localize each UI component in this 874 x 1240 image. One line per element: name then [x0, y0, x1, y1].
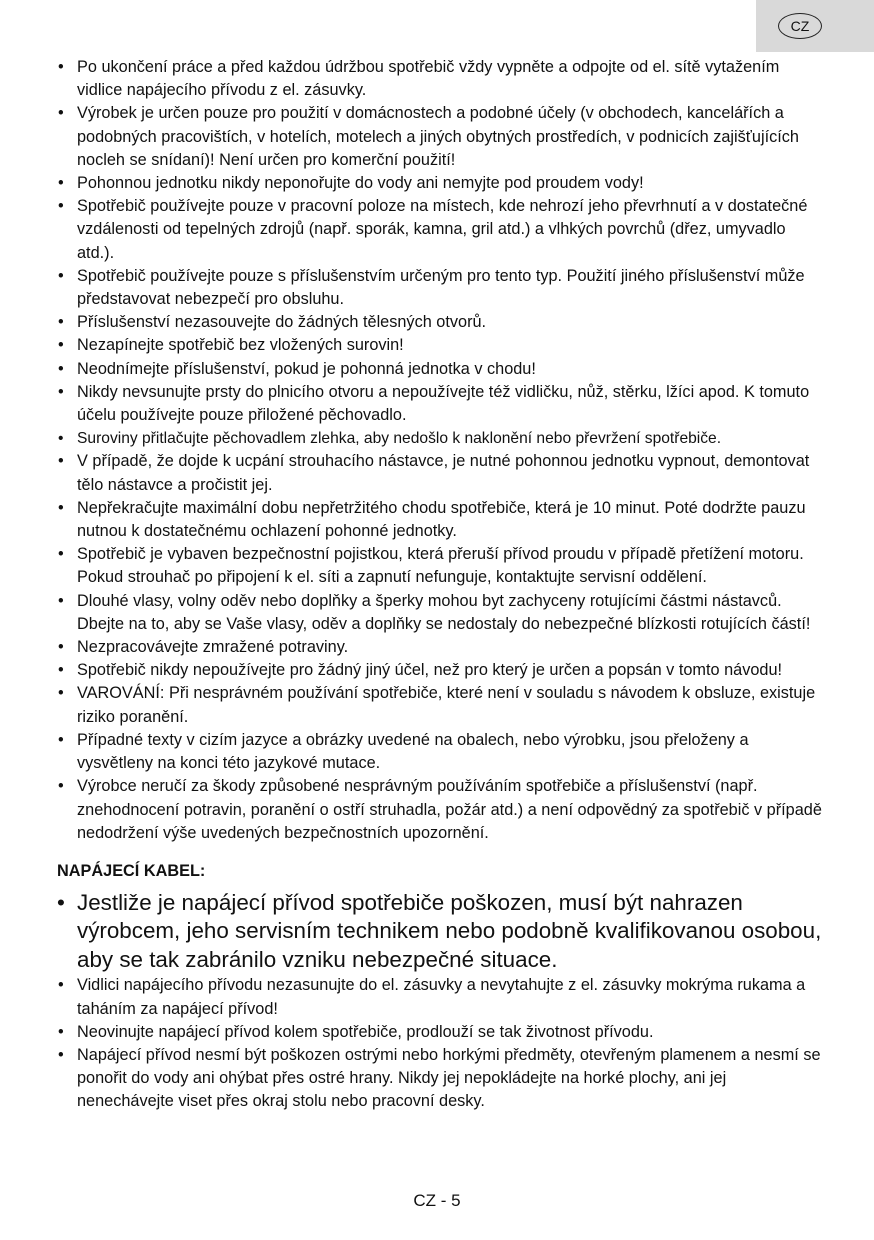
manual-content: [57, 56, 827, 1114]
list-item: • Nikdy nevsunujte prsty do plnicího otvoru a nepoužívejte též vidličku, nůž, stěrku, lžíci apod. K tomuto účelu používejte pouze přiložené pěchovadlo.: [57, 381, 827, 427]
list-item: • Spotřebič používejte pouze v pracovní poloze na místech, kde nehrozí jeho převrhnutí a v dostatečné vzdálenosti od tepelných zdrojů (např. sporák, kamna, gril atd.) a vlhkých povrchů (dřez, umyvadlo atd.).: [57, 195, 827, 265]
list-item: • Případné texty v cizím jazyce a obrázky uvedené na obalech, nebo výrobku, jsou přeloženy a vysvětleny na konci této jazykové mutace.: [57, 729, 827, 775]
safety-list: [57, 56, 827, 845]
list-item: • Po ukončení práce a před každou údržbou spotřebič vždy vypněte a odpojte od el. sítě vytažením vidlice napájecího přívodu z el. zásuvky.: [57, 56, 827, 102]
list-item: • Neovinujte napájecí přívod kolem spotřebiče, prodlouží se tak životnost přívodu.: [57, 1021, 827, 1044]
list-item: • Vidlici napájecího přívodu nezasunujte do el. zásuvky a nevytahujte z el. zásuvky mokrýma rukama a taháním za napájecí přívod!: [57, 974, 827, 1020]
list-item: • V případě, že dojde k ucpání strouhacího nástavce, je nutné pohonnou jednotku vypnout, demontovat tělo nástavce a pročistit jej.: [57, 450, 827, 496]
list-item: • Napájecí přívod nesmí být poškozen ostrými nebo horkými předměty, otevřeným plamenem a nesmí se ponořit do vody ani ohýbat přes ostré hrany. Nikdy jej nepokládejte na horké plochy, ani jej nenechávejte viset přes okraj stolu nebo pracovní desky.: [57, 1044, 827, 1114]
list-item: • Dlouhé vlasy, volny oděv nebo doplňky a šperky mohou byt zachyceny rotujícími částmi nástavců. Dbejte na to, aby se Vaše vlasy, oděv a doplňky se nedostaly do nebezpečné blízkosti rotujících částí!: [57, 590, 827, 636]
list-item: • Nezpracovávejte zmražené potraviny.: [57, 636, 827, 659]
list-item: • Příslušenství nezasouvejte do žádných tělesných otvorů.: [57, 311, 827, 334]
list-item: • Neodnímejte příslušenství, pokud je pohonná jednotka v chodu!: [57, 358, 827, 381]
list-item: • Výrobce neručí za škody způsobené nesprávným používáním spotřebiče a příslušenství (např. znehodnocení potravin, poranění o ostří struhadla, požár atd.) a není odpovědný za spotřebič v případě nedodržení výše uvedených bezpečnostních upozornění.: [57, 775, 827, 845]
page-number: CZ - 5: [413, 1191, 461, 1210]
list-item: • Nezapínejte spotřebič bez vložených surovin!: [57, 334, 827, 357]
language-tab: [756, 0, 874, 52]
list-item: • Spotřebič je vybaven bezpečnostní pojistkou, která přeruší přívod proudu v případě přetížení motoru. Pokud strouhač po připojení k el. síti a zapnutí nefunguje, kontaktujte servisní oddělení.: [57, 543, 827, 589]
list-item: • Nepřekračujte maximální dobu nepřetržitého chodu spotřebiče, která je 10 minut. Poté dodržte pauzu nutnou k dostatečnému ochlazení pohonné jednotky.: [57, 497, 827, 543]
list-item: • Výrobek je určen pouze pro použití v domácnostech a podobné účely (v obchodech, kancelářích a podobných pracovištích, v hotelích, motelech a jiných obytných prostředích, v podnicích zajišťujících nocleh se snídaní)! Není určen pro komerční použití!: [57, 102, 827, 172]
list-item: • Spotřebič používejte pouze s příslušenstvím určeným pro tento typ. Použití jiného příslušenství může představovat nebezpečí pro obsluhu.: [57, 265, 827, 311]
list-item: • Pohonnou jednotku nikdy neponořujte do vody ani nemyjte pod proudem vody!: [57, 172, 827, 195]
section-heading-power-cable: NAPÁJECÍ KABEL:: [57, 861, 206, 880]
list-item: • VAROVÁNÍ: Při nesprávném používání spotřebiče, které není v souladu s návodem k obsluze, existuje riziko poranění.: [57, 682, 827, 728]
power-cable-list: [57, 889, 827, 1114]
language-badge: CZ: [778, 13, 822, 39]
lead-list-item: • Jestliže je napájecí přívod spotřebiče poškozen, musí být nahrazen výrobcem, jeho servisním technikem nebo podobně kvalifikovanou osobou, aby se tak zabránilo vzniku nebezpečné situace.: [57, 889, 827, 975]
list-item: • Spotřebič nikdy nepoužívejte pro žádný jiný účel, než pro který je určen a popsán v tomto návodu!: [57, 659, 827, 682]
list-item: • Suroviny přitlačujte pěchovadlem zlehka, aby nedošlo k naklonění nebo převržení spotřebiče.: [57, 427, 827, 450]
